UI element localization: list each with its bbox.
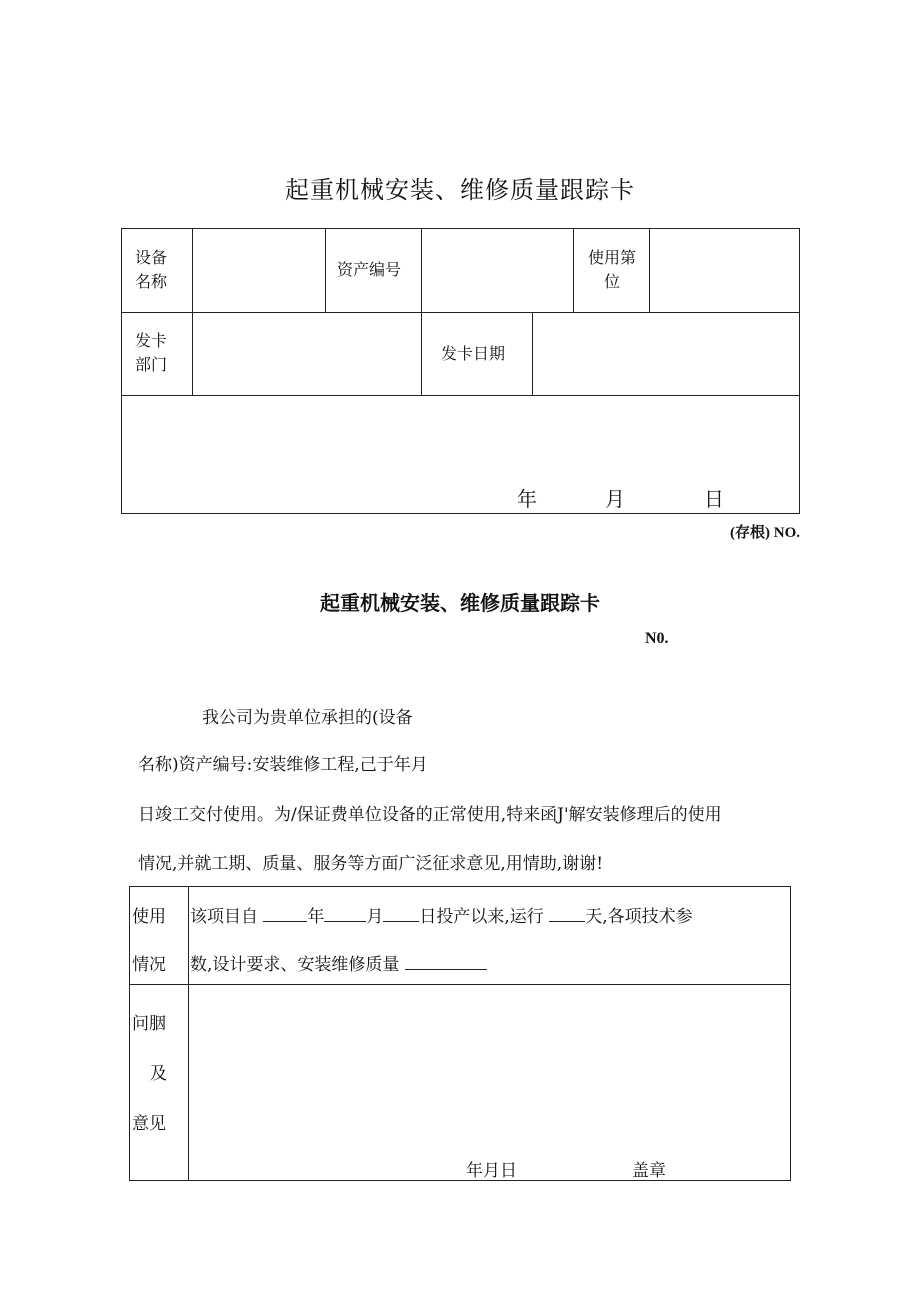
feedback-table [129,886,791,1181]
usage-line-1: 该项目自 年 月 日投产以来,运行 天,各项技术参 [190,907,693,927]
asset-number-label: 资产编号 [337,260,402,279]
letter-line-1: 我公司为贵单位承担的(设备 [202,708,413,728]
stub-table [121,228,800,514]
usage-label-line-1: 使用 [132,907,166,927]
equipment-name-value[interactable] [193,229,325,312]
start-month-blank[interactable] [324,905,366,922]
user-unit-label: 使用第 位 [587,248,636,291]
start-year-blank[interactable] [263,905,307,922]
usage-line-2: 数,设计要求、安装维修质量 [190,950,487,975]
issue-date-label: 发卡日期 [441,344,506,363]
stub-date-year: 年 [517,487,537,511]
issuing-dept-label: 发卡 部门 [135,331,168,374]
asset-number-value[interactable] [422,229,573,312]
issues-label-line-3: 意见 [132,1114,166,1134]
issues-label-line-1: 问胭 [132,1014,166,1034]
user-unit-value[interactable] [650,229,799,312]
stub-date-month: 月 [605,487,625,511]
card-no: N0. [645,630,669,647]
stub-date-day: 日 [704,487,724,511]
card-title: 起重机械安装、维修质量跟踪卡 [320,591,600,615]
start-day-blank[interactable] [383,905,419,922]
quality-blank[interactable] [405,953,487,970]
issues-value[interactable] [189,985,790,1155]
issuing-dept-value[interactable] [193,313,421,395]
stub-title: 起重机械安装、维修质量跟踪卡 [285,176,635,204]
run-days-blank[interactable] [549,905,585,922]
issues-date: 年月日 [466,1161,517,1181]
issues-seal: 盖章 [632,1161,666,1181]
issue-date-value[interactable] [533,313,799,395]
letter-line-2: 名称)资产编号:安装维修工程,己于年月 [138,755,428,775]
letter-line-4: 情况,并就工期、质量、服务等方面广泛征求意见,用情助,谢谢! [138,854,604,874]
equipment-name-label: 设备 名称 [135,248,168,291]
letter-line-3: 日竣工交付使用。为/保证费单位设备的正常使用,特来函J'解安装修理后的使用 [138,805,722,825]
issues-label-line-2: 及 [150,1064,167,1084]
stub-footer-no: (存根) NO. [730,525,800,541]
usage-label-line-2: 情况 [132,955,166,975]
